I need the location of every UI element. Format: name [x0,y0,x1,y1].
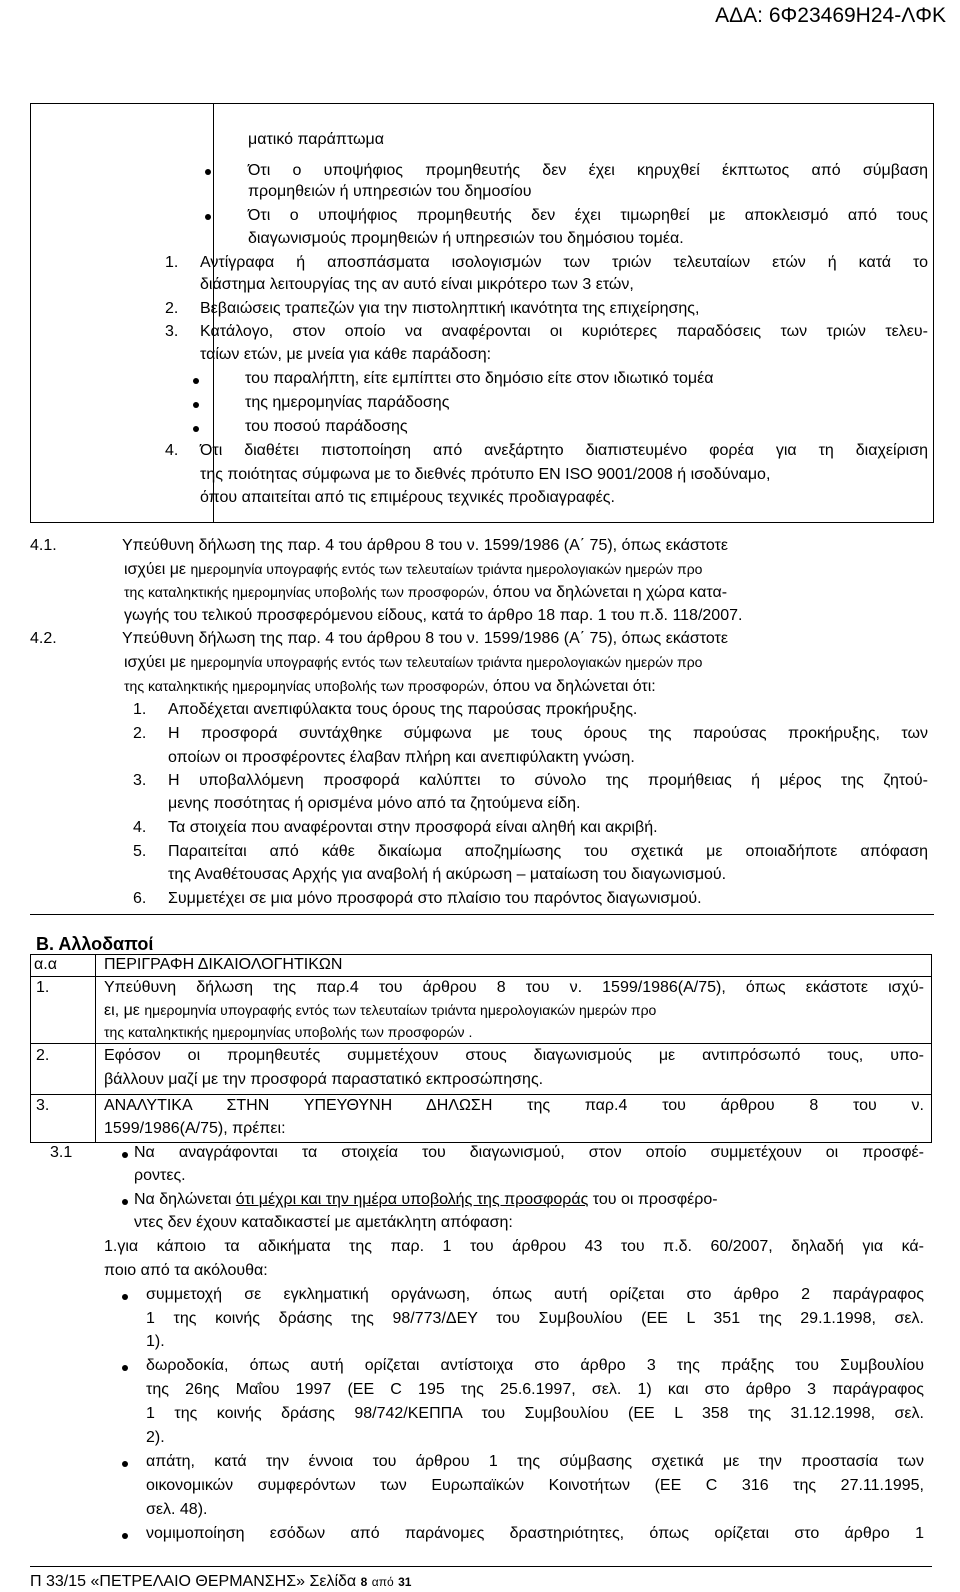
text-line: Ότι ο υποψήφιος προμηθευτής δεν έχει κηρυχθεί έκπτωτος από σύμβαση [248,162,928,179]
text-line: ροντες. [134,1167,186,1184]
text-line: Κατάλογο, στον οποίο να αναφέρονται οι κυριότερες παραδόσεις των τριών τελευ- [200,323,928,340]
text-line: σελ. 48). [146,1501,208,1518]
bullet-icon [205,169,211,175]
bullet-icon [122,1461,128,1467]
text-line: Να αναγράφονται τα στοιχεία του διαγωνισμού, στον οποίο συμμετέχουν οι προσφέ- [134,1144,924,1161]
text-line: προμηθειών ή υπηρεσιών του δημοσίου [248,183,532,200]
text-line: 1 της κοινής δράσης της 98/773/ΔΕΥ του Συμβουλίου (ΕΕ L 351 της 29.1.1998, σελ. [146,1310,924,1327]
section-divider [30,914,934,915]
text-line: Παραιτείται από κάθε δικαίωμα αποζημίωσης του σχετικά με οποιαδήποτε απόφαση [168,843,928,860]
column-header-description: ΠΕΡΙΓΡΑΦΗ ΔΙΚΑΙΟΛΟΓΗΤΙΚΩΝ [104,956,343,973]
list-number: 1. [133,701,147,718]
text-line: ισχύει με ημερομηνία υπογραφής εντός των τελευταίων τριάντα ημερολογιακών ημερών προ [124,561,703,578]
page-total: 31 [398,1575,412,1589]
row-number: 3. [36,1097,50,1114]
text-line: ματικό παράπτωμα [248,131,384,148]
bullet-icon [122,1365,128,1371]
row-number: 3.1 [50,1144,73,1161]
text-line: της 26ης Μαΐου 1997 (ΕΕ C 195 της 25.6.1997, σελ. 1) και στο άρθρο 3 παράγραφος [146,1381,924,1398]
page-break-rule [30,1566,932,1567]
text-line: Συμμετέχει σε μια μόνο προσφορά στο πλαίσιο του παρόντος διαγωνισμού. [168,890,702,907]
list-number: 3. [165,323,179,340]
text-line: Να δηλώνεται ότι μέχρι και την ημέρα υποβολής της προσφοράς του οι προσφέρο- [134,1191,718,1208]
document-ada-header: ΑΔΑ: 6Φ23469Η24-ΛΦΚ [715,4,946,27]
page-footer: Π 33/15 «ΠΕΤΡΕΛΑΙΟ ΘΕΡΜΑΝΣΗΣ» Σελίδα 8 από 31 [30,1573,412,1590]
text-line: Υπεύθυνη δήλωση της παρ. 4 του άρθρου 8 του ν. 1599/1986 (Α΄ 75), όπως εκάστοτε [122,537,728,554]
text-line: Εφόσον οι προμηθευτές συμμετέχουν στους διαγωνισμούς με αντιπρόσωπό τους, υπο- [104,1047,924,1064]
list-number: 4. [165,442,179,459]
text-line: 1 της κοινής δράσης 98/742/ΚΕΠΠΑ του Συμβουλίου (ΕΕ L 358 της 31.12.1998, σελ. [146,1405,924,1422]
text-line: της Αναθέτουσας Αρχής για αναβολή ή ακύρωση – ματαίωση του διαγωνισμού. [168,866,727,883]
text-line: 1.για κάποιο τα αδικήματα της παρ. 1 του άρθρου 43 του π.δ. 60/2007, δηλαδή για κά- [104,1238,924,1255]
text-line: της ποιότητας σύμφωνα με το διεθνές πρότυπο EN ISO 9001/2008 ή ισοδύναμο, [200,466,771,483]
text-line: της ημερομηνίας παράδοσης [245,394,450,411]
text-line: Η προσφορά συντάχθηκε σύμφωνα με τους όρους της παρούσας προκήρυξης, των [168,725,928,742]
text-line: ισχύει με ημερομηνία υπογραφής εντός των τελευταίων τριάντα ημερολογιακών ημερών προ [124,654,703,671]
text-line: της καταληκτικής ημερομηνίας υποβολής των προσφορών, όπου να δηλώνεται ότι: [124,678,656,695]
text-line: Βεβαιώσεις τραπεζών για την πιστοληπτική ικανότητα της επιχείρησης, [200,300,700,317]
text-line: 1599/1986(Α/75), πρέπει: [104,1120,286,1137]
text-line: διαγωνισμούς προμηθειών ή υπηρεσιών του δημόσιου τομέα. [248,230,684,247]
bullet-icon [193,402,199,408]
text-line: μενης ποσότητας ή ορισμένα μόνο από τα ζητούμενα είδη. [168,795,581,812]
text-line: της καταληκτικής ημερομηνίας υποβολής των προσφορών . [104,1024,473,1040]
text-line: 2). [146,1429,165,1446]
bullet-icon [122,1294,128,1300]
text-line: οικονομικών συμφερόντων των Ευρωπαϊκών Κοινοτήτων (ΕΕ C 316 της 27.11.1995, [146,1477,924,1494]
text-line: 1). [146,1333,165,1350]
text-line: νομιμοποίηση εσόδων από παράνομες δραστηριότητες, όπως ορίζεται στο άρθρο 1 [146,1525,924,1542]
list-number: 6. [133,890,147,907]
text-line: Η υποβαλλόμενη προσφορά καλύπτει το σύνολο της προμήθειας ή μέρος της ζητού- [168,772,928,789]
row-number: 2. [36,1047,50,1064]
text-line: γωγής του τελικού προσφερόμενου είδους, κατά το άρθρο 18 παρ. 1 του π.δ. 118/2007. [124,607,743,624]
bullet-icon [193,378,199,384]
text-line: ντες δεν έχουν καταδικαστεί με αμετάκλητη απόφαση: [134,1214,513,1231]
bullet-icon [193,426,199,432]
bullet-icon [122,1199,128,1205]
text-line: Υπεύθυνη δήλωση της παρ.4 του άρθρου 8 του ν. 1599/1986(Α/75), όπως εκάστοτε ισχύ- [104,979,924,996]
list-number: 5. [133,843,147,860]
text-line: Τα στοιχεία που αναφέρονται στην προσφορά είναι αληθή και ακριβή. [168,819,658,836]
text-line: όπου απαιτείται από τις επιμέρους τεχνικές προδιαγραφές. [200,489,615,506]
text-line: οποίων οι προσφέροντες έλαβαν πλήρη και ανεπιφύλακτη γνώση. [168,749,635,766]
text-line: Ότι διαθέτει πιστοποίηση από ανεξάρτητο διαπιστευμένο φορέα για τη διαχείριση [200,442,928,459]
text-line: ποιο από τα ακόλουθα: [104,1262,268,1279]
text-line: της καταληκτικής ημερομηνίας υποβολής των προσφορών, όπου να δηλώνεται η χώρα κατα- [124,584,728,601]
list-number: 1. [165,254,179,271]
text-line: Αποδέχεται ανεπιφύλακτα τους όρους της παρούσας προκήρυξης. [168,701,638,718]
text-line: ταίων ετών, με μνεία για κάθε παράδοση: [200,346,492,363]
text-line: συμμετοχή σε εγκληματική οργάνωση, όπως αυτή ορίζεται στο άρθρο 2 παράγραφος [146,1286,924,1303]
text-line: βάλλουν μαζί με την προσφορά παραστατικό εκπροσώπησης. [104,1071,544,1088]
column-header-aa: α.α [34,956,57,973]
text-line: του ποσού παράδοσης [245,418,408,435]
text-line: Αντίγραφα ή αποσπάσματα ισολογισμών των τριών τελευταίων ετών ή κατά το [200,254,928,271]
section-number: 4.1. [30,537,57,554]
section-title: Β. Αλλοδαποί [36,934,154,954]
text-line: διάστημα λειτουργίας της αν αυτό είναι μικρότερο των 3 ετών, [200,276,634,293]
page-number: 8 [360,1575,368,1589]
text-line: Ότι ο υποψήφιος προμηθευτής δεν έχει τιμωρηθεί με αποκλεισμό από τους [248,207,928,224]
list-number: 2. [165,300,179,317]
text-line: Υπεύθυνη δήλωση της παρ. 4 του άρθρου 8 του ν. 1599/1986 (Α΄ 75), όπως εκάστοτε [122,630,728,647]
text-line: απάτη, κατά την έννοια του άρθρου 1 της σύμβασης σχετικά με την προστασία των [146,1453,924,1470]
section-number: 4.2. [30,630,57,647]
text-line: του παραλήπτη, είτε εμπίπτει στο δημόσιο είτε στον ιδιωτικό τομέα [245,370,714,387]
list-number: 4. [133,819,147,836]
row-number: 1. [36,979,50,996]
text-line: δωροδοκία, όπως αυτή ορίζεται αντίστοιχα στο άρθρο 3 της πράξης του Συμβουλίου [146,1357,924,1374]
bullet-icon [122,1152,128,1158]
list-number: 2. [133,725,147,742]
bullet-icon [122,1533,128,1539]
bullet-icon [205,214,211,220]
text-line: ει, με ημερομηνία υπογραφής εντός των τελευταίων τριάντα ημερολογιακών ημερών προ [104,1002,657,1019]
text-line: ΑΝΑΛΥΤΙΚΑ ΣΤΗΝ ΥΠΕΥΘΥΝΗ ΔΗΛΩΣΗ της παρ.4 του άρθρου 8 του ν. [104,1097,924,1114]
list-number: 3. [133,772,147,789]
